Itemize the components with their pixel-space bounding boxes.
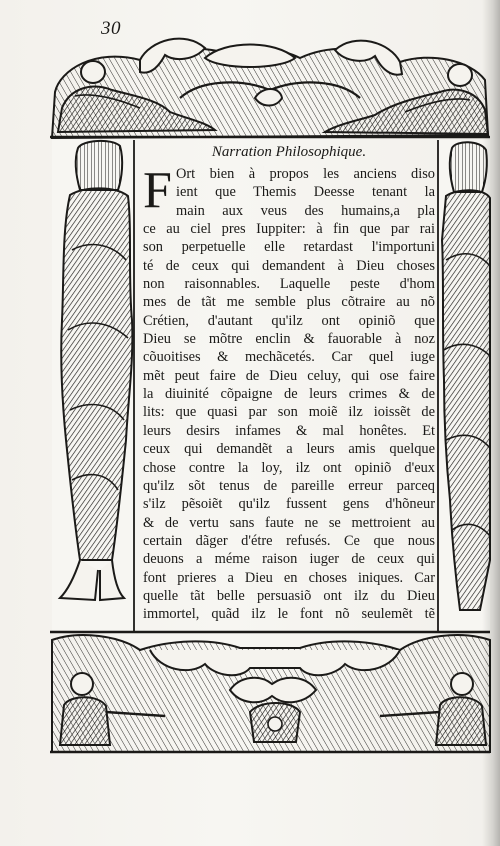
text-line: Ort bien à propos les anciens diso bbox=[176, 166, 435, 182]
text-line: la diuinité cõpaigne de leurs crimes & de bbox=[143, 386, 435, 403]
page-number: 30 bbox=[101, 18, 121, 39]
left-border-figure bbox=[52, 140, 134, 632]
text-line: quelle tãt belle persuasiõ ont ilz du Dieu bbox=[143, 587, 435, 604]
text-line: main aux veus des humains,a pla bbox=[176, 202, 435, 219]
text-line: Dieu se mõtre enclin & fauorable à noz bbox=[143, 331, 435, 348]
page-gutter-shadow bbox=[482, 0, 500, 846]
bottom-border-panel bbox=[50, 632, 490, 752]
text-line: Crétien, d'autant qu'ilz ont opiniõ que bbox=[143, 312, 435, 329]
text-line: font prieres a Dieu en choses iniques. Car bbox=[143, 569, 435, 586]
section-heading: Narration Philosophique. bbox=[211, 144, 367, 160]
text-line: lits: que quasi par son moiẽ ilz ioissẽt de bbox=[143, 404, 435, 421]
text-line: té de ceux qui demandent à Dieu choses bbox=[143, 257, 435, 274]
text-line: immortel, quãd ilz le font nõ seulemẽt tẽ bbox=[143, 606, 435, 623]
text-line: cõuoitises & mechãcetés. Car quel iuge bbox=[143, 349, 435, 366]
drop-capital: F bbox=[143, 162, 172, 219]
text-line: mẽt peut faire de Dieu celuy, qui ose faire bbox=[143, 367, 435, 384]
text-line: son perpetuelle elle retardast l'importuni bbox=[143, 239, 435, 256]
text-line: s'ilz pẽsoiẽt qu'ilz fussent gens d'hõneur bbox=[143, 496, 435, 513]
text-line: & de vertu sans faute ne se mettroient au bbox=[143, 514, 435, 531]
text-line: deuons a méme raison iuger de ceux qui bbox=[143, 551, 435, 568]
text-line: certain dãger d'étre refusés. Ce que nous bbox=[143, 532, 435, 549]
text-line: ceux qui demandẽt a leurs amis quelque bbox=[143, 441, 435, 458]
text-line: ient que Themis Deesse tenant la bbox=[176, 184, 435, 201]
text-line: non raisonnables. Laquelle peste d'hom bbox=[143, 276, 435, 293]
top-border-panel bbox=[50, 39, 490, 138]
text-line: leurs desirs infames & mal honêtes. Et bbox=[143, 422, 435, 439]
text-line: mes de tãt me semble plus cõtraire au nõ bbox=[143, 294, 435, 311]
text-line: chose contre la loy, ilz ont opiniõ d'eux bbox=[143, 459, 435, 476]
text-line: qu'ilz sõt tenus de pareille erreur parceq bbox=[143, 477, 435, 494]
text-line: ce au ciel pres Iuppiter: à fin que par rai bbox=[143, 221, 435, 238]
body-text bbox=[143, 143, 435, 643]
